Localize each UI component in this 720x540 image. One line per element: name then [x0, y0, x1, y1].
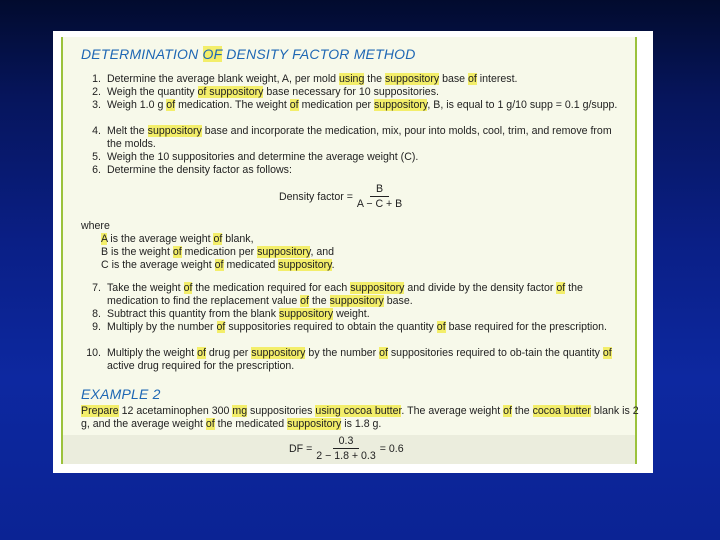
heading-density-factor: [81, 46, 416, 62]
text-run: weight.: [333, 308, 370, 320]
step-8: 8. Subtract this quantity from the blank suppository weight.: [92, 308, 370, 320]
text-run: Determine the average blank weight, A, per mold: [107, 73, 340, 85]
df-fraction: [316, 435, 376, 462]
step-7: 7. Take the weight of the medication required for each suppository and divide by the density factor of the medication to find the replacement value of the suppository base.: [92, 282, 583, 307]
where-block: [81, 220, 335, 272]
where-line-a: [81, 233, 335, 246]
heading-example-2: EXAMPLE 2: [81, 386, 161, 402]
formula-denominator: A − C + B: [356, 198, 403, 210]
df-numerator: 0.3: [333, 435, 360, 449]
text-run: Weigh the 10 suppositories and determine the average weight (C).: [107, 151, 419, 163]
step-10: 10. Multiply the weight of drug per suppository by the number of suppositories required to ob-tain the quantity of active drug required for the prescription.: [86, 347, 612, 372]
highlighted-text: Prepare: [81, 405, 119, 417]
highlighted-text: suppository: [147, 125, 202, 137]
formula-label: Density factor =: [279, 190, 353, 203]
text-run: C is the average weight: [101, 259, 215, 271]
text-run: the: [364, 73, 385, 85]
highlighted-text: of: [602, 347, 612, 359]
text-run: blank,: [222, 233, 254, 245]
text-run: .: [331, 259, 335, 271]
text-run: suppositories required to obtain the quantity: [225, 321, 437, 333]
highlighted-text: of: [183, 282, 193, 294]
df-denominator: 2 − 1.8 + 0.3: [316, 450, 376, 462]
step-4: 4. Melt the suppository base and incorporate the medication, mix, pour into molds, cool, trim, and remove from the molds.: [92, 125, 612, 150]
highlighted-text: of: [197, 347, 206, 359]
text-run: B is the weight: [101, 246, 173, 258]
highlighted-text: cocoa butter: [532, 405, 591, 417]
formula-numerator: B: [370, 183, 389, 197]
where-line-c: [81, 259, 335, 272]
text-run: base necessary for 10 suppositories.: [263, 86, 439, 98]
text-run: is 1.8 g.: [341, 418, 382, 430]
step-9: 9. Multiply by the number of suppositories required to obtain the quantity of base required for the prescription.: [92, 321, 607, 333]
step-3: 3. Weigh 1.0 g of medication. The weight of medication per suppository, B, is equal to 1 g/10 supp = 0.1 g/supp.: [92, 99, 618, 111]
highlighted-text: of: [166, 99, 176, 111]
highlighted-text: suppository: [278, 259, 332, 271]
text-run: by the number: [305, 347, 380, 359]
heading-pre: DETERMINATION: [81, 46, 203, 62]
text-run: active drug required for the prescription.: [107, 360, 295, 372]
text-run: blank is 2 g, and the average weight: [81, 405, 639, 430]
text-run: the: [309, 295, 330, 307]
highlighted-text: of suppository: [197, 86, 264, 98]
text-run: the: [511, 405, 533, 417]
df-result: = 0.6: [379, 442, 404, 455]
text-run: Weigh 1.0 g: [107, 99, 167, 111]
heading-highlight: OF: [202, 46, 223, 62]
text-run: base: [439, 73, 469, 85]
text-run: base.: [383, 295, 413, 307]
text-run: base and incorporate the medication, mix, pour into molds, cool, trim, and remove from the molds.: [107, 125, 612, 150]
text-run: drug per: [205, 347, 252, 359]
highlighted-text: of: [503, 405, 512, 417]
text-run: . The average weight: [401, 405, 504, 417]
highlighted-text: suppository: [374, 99, 428, 111]
density-factor-formula: [279, 183, 406, 210]
highlighted-text: of: [379, 347, 388, 359]
text-run: Multiply by the number: [107, 321, 217, 333]
text-run: is the average weight: [107, 233, 214, 245]
highlighted-text: mg: [232, 405, 248, 417]
highlighted-text: of: [172, 246, 182, 258]
highlighted-text: of: [556, 282, 566, 294]
highlighted-text: of: [289, 99, 299, 111]
text-run: Multiply the weight: [107, 347, 198, 359]
step-1: 1. Determine the average blank weight, A, per mold using the suppository base of interest.: [92, 73, 518, 85]
highlighted-text: of: [300, 295, 309, 307]
text-run: Weigh the quantity: [107, 86, 198, 98]
highlighted-text: of: [216, 321, 226, 333]
text-run: 12 acetaminophen 300: [118, 405, 233, 417]
highlighted-text: suppository: [251, 347, 306, 359]
highlighted-text: of: [213, 233, 223, 245]
text-run: medication per: [181, 246, 258, 258]
formula-fraction: [357, 183, 402, 210]
highlighted-text: suppository: [384, 73, 440, 85]
highlighted-text: A: [101, 233, 108, 245]
highlighted-text: suppository: [350, 282, 405, 294]
text-run: the medication required for each: [192, 282, 351, 294]
text-run: Subtract this quantity from the blank: [107, 308, 279, 320]
highlighted-text: using: [339, 73, 365, 85]
text-run: , and: [310, 246, 335, 258]
slide-image: [53, 31, 653, 473]
textbook-box: [61, 37, 637, 464]
text-run: interest.: [476, 73, 518, 85]
text-run: the medication to find the replacement value: [107, 282, 583, 307]
highlighted-text: suppository: [278, 308, 334, 320]
text-run: Take the weight: [107, 282, 184, 294]
text-run: Melt the: [107, 125, 148, 137]
highlighted-text: of: [436, 321, 446, 333]
where-title: where: [81, 220, 110, 232]
text-run: the medicated: [214, 418, 288, 430]
where-line-b: [81, 246, 335, 259]
highlighted-text: suppository: [329, 295, 384, 307]
text-run: suppositories: [247, 405, 316, 417]
text-run: , B, is equal to 1 g/10 supp = 0.1 g/supp.: [427, 99, 618, 111]
example-text: [81, 405, 641, 431]
highlighted-text: of: [214, 259, 224, 271]
step-2: 2. Weigh the quantity of suppository base necessary for 10 suppositories.: [92, 86, 439, 98]
text-run: and divide by the density factor: [404, 282, 557, 294]
df-formula: [289, 435, 404, 462]
highlighted-text: of: [205, 418, 215, 430]
text-run: suppositories required to ob-tain the quantity: [387, 347, 603, 359]
text-run: base required for the prescription.: [445, 321, 607, 333]
heading-post: DENSITY FACTOR METHOD: [222, 46, 416, 62]
text-run: Determine the density factor as follows:: [107, 164, 292, 176]
step-6: 6. Determine the density factor as follows:: [92, 164, 292, 176]
highlighted-text: suppository: [287, 418, 342, 430]
highlighted-text: using cocoa butter: [315, 405, 402, 417]
highlighted-text: of: [468, 73, 477, 85]
text-run: medication per: [298, 99, 374, 111]
df-label: DF =: [289, 442, 313, 455]
highlighted-text: suppository: [257, 246, 311, 258]
step-5: 5. Weigh the 10 suppositories and determine the average weight (C).: [92, 151, 419, 163]
text-run: medication. The weight: [175, 99, 290, 111]
text-run: medicated: [223, 259, 279, 271]
